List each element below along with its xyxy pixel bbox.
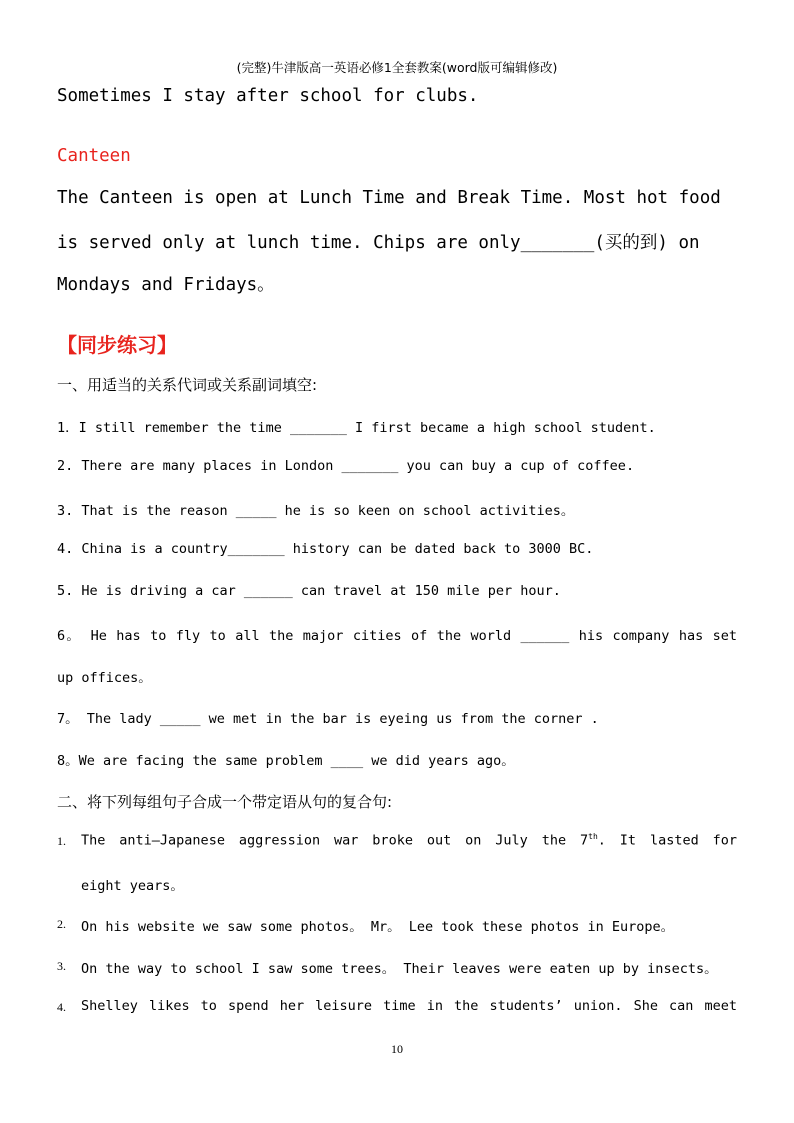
intro-line: Sometimes I stay after school for clubs. xyxy=(57,86,479,106)
combine-item-continuation: eight years。 xyxy=(81,878,184,894)
canteen-line-1: The Canteen is open at Lunch Time and Break Time. Most hot food xyxy=(57,188,721,208)
item-number: 3. xyxy=(57,959,66,973)
canteen-line-3: Mondays and Fridays。 xyxy=(57,275,275,295)
page-number: 10 xyxy=(391,1042,403,1056)
exercise-item: 3. That is the reason _____ he is so keen on school activities。 xyxy=(57,503,575,519)
exercise-item: 6。 He has to fly to all the major cities of the world ______ his company has set xyxy=(57,628,737,644)
section1-title: 一、用适当的关系代词或关系副词填空: xyxy=(57,376,318,394)
exercise-item: 2. There are many places in London _______ you can buy a cup of coffee. xyxy=(57,458,635,474)
section2-title: 二、将下列每组句子合成一个带定语从句的复合句: xyxy=(57,793,393,811)
combine-item-text: The anti—Japanese aggression war broke out on July the 7 xyxy=(81,832,589,849)
exercise-item: 4. China is a country_______ history can be dated back to 3000 BC. xyxy=(57,541,594,557)
exercise-item: 7。 The lady _____ we met in the bar is eyeing us from the corner . xyxy=(57,711,599,727)
item-number: 2. xyxy=(57,917,66,931)
superscript: th xyxy=(588,832,598,841)
combine-item: On the way to school I saw some trees。 Their leaves were eaten up by insects。 xyxy=(81,961,718,977)
combine-item: On his website we saw some photos。 Mr。 Lee took these photos in Europe。 xyxy=(81,919,675,935)
document-header: (完整)牛津版高一英语必修1全套教案(word版可编辑修改) xyxy=(236,60,558,75)
exercise-item: 8。We are facing the same problem ____ we did years ago。 xyxy=(57,753,515,769)
exercise-item: 1．I still remember the time _______ I first became a high school student. xyxy=(57,420,656,436)
combine-item xyxy=(81,832,737,849)
combine-item-text: . It lasted for xyxy=(597,832,738,849)
canteen-line-2: is served only at lunch time. Chips are only_______(买的到) on xyxy=(57,233,700,253)
canteen-heading: Canteen xyxy=(57,146,131,166)
combine-item: Shelley likes to spend her leisure time in the students’ union. She can meet xyxy=(81,998,737,1014)
item-number: 1. xyxy=(57,834,66,848)
item-number: 4. xyxy=(57,1000,66,1014)
practice-title: 【同步练习】 xyxy=(57,333,177,357)
exercise-item: 5. He is driving a car ______ can travel at 150 mile per hour. xyxy=(57,583,561,599)
exercise-item-continuation: up offices。 xyxy=(57,670,152,686)
